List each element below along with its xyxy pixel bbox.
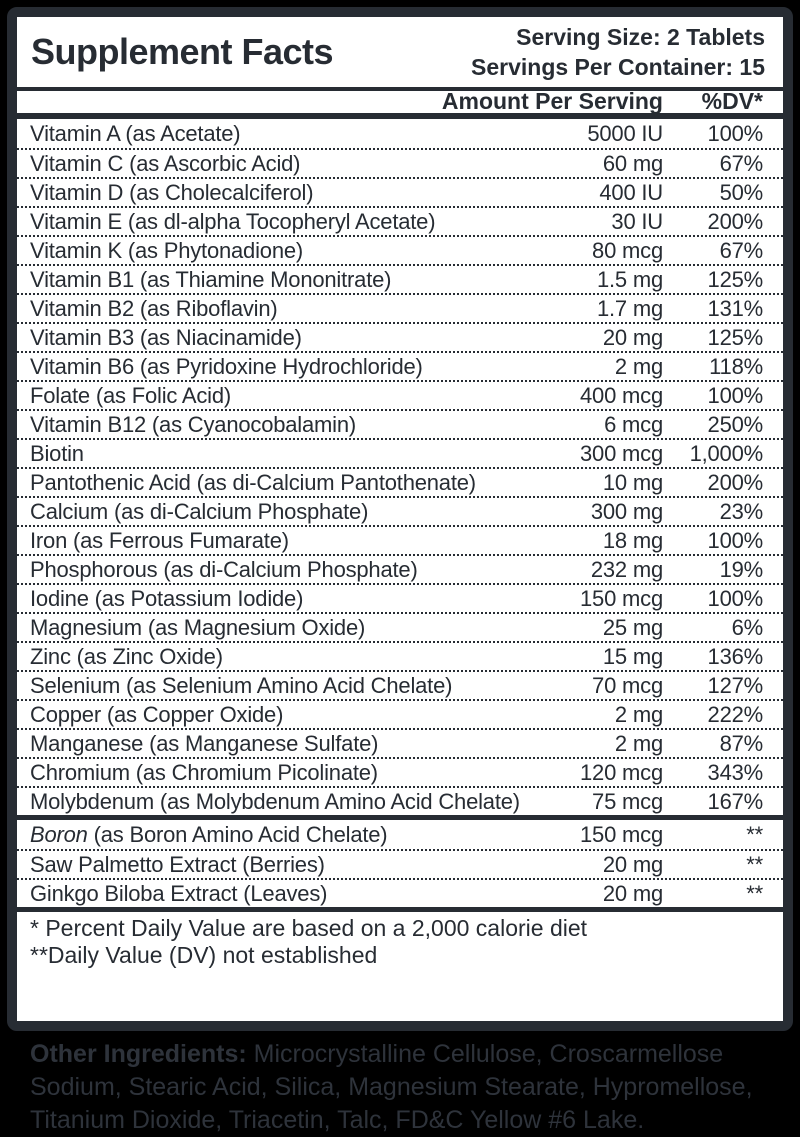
table-row bbox=[17, 728, 783, 757]
nutrient-amount: 20 mg bbox=[602, 851, 663, 877]
nutrient-amount: 80 mcg bbox=[592, 237, 663, 263]
supplement-facts-panel bbox=[7, 7, 793, 1031]
nutrient-name-text: Zinc (as Zinc Oxide) bbox=[30, 643, 223, 669]
nutrient-name-text: Manganese (as Manganese Sulfate) bbox=[30, 730, 379, 756]
nutrient-amount: 150 mcg bbox=[580, 821, 663, 847]
botanical-table bbox=[17, 820, 783, 907]
nutrient-amount: 20 mg bbox=[602, 880, 663, 906]
nutrient-name-text: Copper (as Copper Oxide) bbox=[30, 701, 284, 727]
nutrient-dv: 87% bbox=[719, 730, 763, 756]
nutrient-name-text: Vitamin B6 (as Pyridoxine Hydrochloride) bbox=[30, 353, 423, 379]
nutrient-name-text: Ginkgo Biloba Extract (Leaves) bbox=[30, 880, 328, 906]
table-row bbox=[17, 119, 783, 148]
nutrient-name bbox=[30, 881, 603, 907]
nutrient-name bbox=[30, 180, 599, 206]
nutrient-name-text: Vitamin B3 (as Niacinamide) bbox=[30, 324, 302, 350]
nutrient-dv: 343% bbox=[707, 759, 763, 785]
nutrient-dv: 200% bbox=[707, 469, 763, 495]
nutrient-name-text: Selenium (as Selenium Amino Acid Chelate) bbox=[30, 672, 453, 698]
nutrient-amount: 18 mg bbox=[602, 527, 663, 553]
nutrient-name-text: Chromium (as Chromium Picolinate) bbox=[30, 759, 378, 785]
table-row bbox=[17, 177, 783, 206]
nutrient-name-text: Calcium (as di-Calcium Phosphate) bbox=[30, 498, 369, 524]
nutrient-name-italic: Boron bbox=[30, 821, 88, 847]
column-header-dv: %DV* bbox=[701, 87, 763, 114]
table-row bbox=[17, 235, 783, 264]
other-ingredients bbox=[30, 1038, 790, 1137]
table-row bbox=[17, 293, 783, 322]
nutrient-name bbox=[30, 731, 615, 757]
nutrient-dv: ** bbox=[746, 821, 763, 847]
nutrient-amount: 5000 IU bbox=[587, 120, 663, 146]
nutrient-name bbox=[30, 644, 603, 670]
table-row bbox=[17, 409, 783, 438]
nutrient-name-text: Biotin bbox=[30, 440, 84, 466]
nutrient-dv: ** bbox=[746, 851, 763, 877]
nutrient-amount: 6 mcg bbox=[604, 411, 663, 437]
nutrient-name bbox=[30, 673, 592, 699]
table-row bbox=[17, 380, 783, 409]
column-header-amount: Amount Per Serving bbox=[441, 87, 663, 114]
nutrient-name-text: Vitamin K (as Phytonadione) bbox=[30, 237, 304, 263]
nutrient-dv: 67% bbox=[719, 150, 763, 176]
nutrient-name bbox=[30, 586, 580, 612]
serving-info bbox=[471, 22, 765, 82]
nutrient-amount: 1.7 mg bbox=[596, 295, 663, 321]
table-row bbox=[17, 438, 783, 467]
nutrient-name-text: Iodine (as Potassium Iodide) bbox=[30, 585, 304, 611]
nutrient-amount: 300 mg bbox=[590, 498, 663, 524]
table-row bbox=[17, 554, 783, 583]
panel-header bbox=[17, 17, 783, 87]
nutrient-name bbox=[30, 615, 603, 641]
table-row bbox=[17, 148, 783, 177]
nutrient-name bbox=[30, 412, 604, 438]
nutrient-name bbox=[30, 121, 587, 147]
nutrient-amount: 1.5 mg bbox=[596, 266, 663, 292]
footnotes bbox=[17, 912, 783, 973]
nutrient-dv: 127% bbox=[707, 672, 763, 698]
table-row bbox=[17, 786, 783, 815]
nutrient-amount: 25 mg bbox=[602, 614, 663, 640]
nutrient-amount: 400 IU bbox=[599, 179, 663, 205]
table-row bbox=[17, 467, 783, 496]
nutrient-dv: 125% bbox=[707, 266, 763, 292]
nutrient-name bbox=[30, 238, 592, 264]
nutrient-name bbox=[30, 209, 611, 235]
table-row bbox=[17, 699, 783, 728]
nutrient-name bbox=[30, 470, 603, 496]
nutrient-table bbox=[17, 119, 783, 815]
nutrient-dv: 100% bbox=[707, 382, 763, 408]
table-row bbox=[17, 878, 783, 907]
nutrient-name bbox=[30, 702, 615, 728]
nutrient-amount: 10 mg bbox=[602, 469, 663, 495]
table-row bbox=[17, 820, 783, 849]
nutrient-amount: 70 mcg bbox=[592, 672, 663, 698]
table-row bbox=[17, 525, 783, 554]
footnote-daily-value: * Percent Daily Value are based on a 2,000 calorie diet bbox=[30, 915, 588, 941]
nutrient-dv: 50% bbox=[719, 179, 763, 205]
table-row bbox=[17, 206, 783, 235]
nutrient-name-text: Pantothenic Acid (as di-Calcium Pantothenate) bbox=[30, 469, 476, 495]
nutrient-name-text: Vitamin E (as dl-alpha Tocopheryl Acetate) bbox=[30, 208, 436, 234]
nutrient-amount: 15 mg bbox=[602, 643, 663, 669]
nutrient-name-text: Vitamin D (as Cholecalciferol) bbox=[30, 179, 314, 205]
nutrient-name bbox=[30, 760, 580, 786]
table-row bbox=[17, 322, 783, 351]
nutrient-name bbox=[30, 383, 580, 409]
nutrient-amount: 150 mcg bbox=[580, 585, 663, 611]
nutrient-dv: 222% bbox=[707, 701, 763, 727]
page-title: Supplement Facts bbox=[31, 31, 334, 72]
nutrient-name bbox=[30, 852, 603, 878]
nutrient-dv: 19% bbox=[719, 556, 763, 582]
nutrient-dv: 1,000% bbox=[689, 440, 763, 466]
table-row bbox=[17, 264, 783, 293]
table-row bbox=[17, 496, 783, 525]
nutrient-name bbox=[30, 789, 592, 815]
nutrient-name bbox=[30, 822, 580, 848]
nutrient-dv: 100% bbox=[707, 120, 763, 146]
table-row bbox=[17, 583, 783, 612]
nutrient-name-text: Vitamin B1 (as Thiamine Mononitrate) bbox=[30, 266, 392, 292]
nutrient-amount: 30 IU bbox=[611, 208, 663, 234]
nutrient-name bbox=[30, 441, 580, 467]
table-row bbox=[17, 612, 783, 641]
nutrient-amount: 20 mg bbox=[602, 324, 663, 350]
nutrient-name-text: Phosphorous (as di-Calcium Phosphate) bbox=[30, 556, 418, 582]
nutrient-dv: 200% bbox=[707, 208, 763, 234]
nutrient-name bbox=[30, 499, 591, 525]
other-ingredients-text: Microcrystalline Cellulose, Croscarmellose Sodium, Stearic Acid, Silica, Magnesium Stearate, Hypromellose, Titanium Dioxide, Triacetin, Talc, FD&C Yellow #6 Lake. bbox=[30, 1040, 753, 1134]
table-row bbox=[17, 849, 783, 878]
nutrient-name bbox=[30, 354, 615, 380]
table-row bbox=[17, 641, 783, 670]
table-row bbox=[17, 757, 783, 786]
nutrient-dv: 167% bbox=[707, 788, 763, 814]
footnote-not-established: **Daily Value (DV) not established bbox=[30, 942, 378, 968]
nutrient-name-text: Saw Palmetto Extract (Berries) bbox=[30, 851, 325, 877]
nutrient-name-text: (as Boron Amino Acid Chelate) bbox=[87, 821, 388, 847]
table-row bbox=[17, 670, 783, 699]
servings-per-container: Servings Per Container: 15 bbox=[471, 54, 765, 80]
nutrient-amount: 400 mcg bbox=[580, 382, 663, 408]
nutrient-dv: 136% bbox=[707, 643, 763, 669]
nutrient-name bbox=[30, 528, 603, 554]
nutrient-dv: ** bbox=[746, 880, 763, 906]
serving-size: Serving Size: 2 Tablets bbox=[516, 24, 765, 50]
nutrient-name bbox=[30, 325, 603, 351]
nutrient-amount: 120 mcg bbox=[580, 759, 663, 785]
nutrient-name bbox=[30, 267, 597, 293]
nutrient-name bbox=[30, 151, 603, 177]
column-header-row bbox=[17, 87, 783, 114]
nutrient-name bbox=[30, 296, 597, 322]
nutrient-amount: 2 mg bbox=[614, 353, 663, 379]
nutrient-amount: 2 mg bbox=[614, 701, 663, 727]
nutrient-amount: 60 mg bbox=[602, 150, 663, 176]
nutrient-name-text: Folate (as Folic Acid) bbox=[30, 382, 232, 408]
nutrient-name-text: Vitamin B2 (as Riboflavin) bbox=[30, 295, 278, 321]
nutrient-dv: 125% bbox=[707, 324, 763, 350]
nutrient-amount: 2 mg bbox=[614, 730, 663, 756]
nutrient-name-text: Vitamin B12 (as Cyanocobalamin) bbox=[30, 411, 357, 437]
nutrient-dv: 23% bbox=[719, 498, 763, 524]
table-row bbox=[17, 351, 783, 380]
other-ingredients-label: Other Ingredients: bbox=[30, 1040, 247, 1068]
nutrient-dv: 118% bbox=[709, 353, 763, 379]
nutrient-dv: 100% bbox=[707, 527, 763, 553]
nutrient-name bbox=[30, 557, 591, 583]
nutrient-dv: 100% bbox=[707, 585, 763, 611]
nutrient-dv: 250% bbox=[707, 411, 763, 437]
nutrient-name-text: Molybdenum (as Molybdenum Amino Acid Chelate) bbox=[30, 788, 520, 814]
nutrient-dv: 67% bbox=[719, 237, 763, 263]
nutrient-name-text: Vitamin C (as Ascorbic Acid) bbox=[30, 150, 301, 176]
nutrient-dv: 131% bbox=[707, 295, 763, 321]
nutrient-name-text: Iron (as Ferrous Fumarate) bbox=[30, 527, 289, 553]
nutrient-amount: 75 mcg bbox=[592, 788, 663, 814]
nutrient-amount: 300 mcg bbox=[580, 440, 663, 466]
nutrient-name-text: Magnesium (as Magnesium Oxide) bbox=[30, 614, 366, 640]
nutrient-amount: 232 mg bbox=[590, 556, 663, 582]
nutrient-dv: 6% bbox=[731, 614, 763, 640]
nutrient-name-text: Vitamin A (as Acetate) bbox=[30, 120, 241, 146]
